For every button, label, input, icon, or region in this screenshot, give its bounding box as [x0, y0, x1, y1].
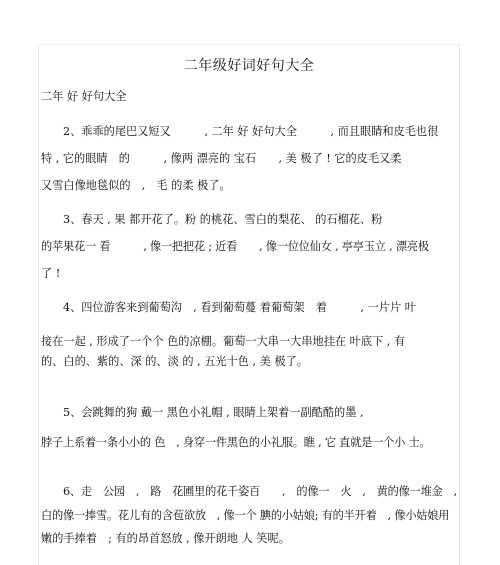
page-bottom-fade	[39, 557, 459, 565]
paragraph-4-line-1: 4、四位游客来到葡萄沟 , 看到葡萄蔓 着葡萄架 着 , 一片片 叶	[63, 301, 416, 314]
document-page	[38, 44, 460, 565]
paragraph-2-line-2: 特 , 它的眼睛 的 , 像两 漂亮的 宝石 , 美 极了 ! 它的皮毛又柔	[41, 152, 402, 165]
paragraph-3-line-1: 3、春天 , 果 都开花了。粉 的桃花、雪白的梨花、 的石榴花、粉	[63, 213, 383, 226]
paragraph-3-line-3: 了 !	[41, 267, 61, 280]
paragraph-6-line-1: 6、走 公园 , 路 花圃里的花千姿百 , 的像一 火 , 黄的像一堆金 ,	[63, 485, 457, 498]
paragraph-6-line-3: 嫩的手捧着 ; 有的昂首怒放 , 像开朗地 人 笑呢。	[41, 532, 290, 545]
document-subtitle: 二年 好 好句大全	[41, 90, 127, 103]
paragraph-5-line-1: 5、会跳舞的狗 戴一 黑色小礼帽 , 眼睛上架着一副酷酷的墨 ,	[63, 406, 364, 419]
paragraph-3-line-2: 的苹果花一 看 , 像一把把花 ; 近看 , 像一位位仙女 , 亭亭玉立 , 漂亮极	[41, 240, 429, 253]
paragraph-5-line-2: 脖子上系着一条小小的 色 , 身穿一件黑色的小礼服。瞧 , 它 直就是一个小 士。	[41, 436, 431, 449]
paragraph-4-line-3: 的、白的、紫的、深 的、淡 的 , 五光十色 , 美 极了。	[41, 355, 308, 368]
paragraph-6-line-2: 白的像一捧雪。花儿有的含苞欲放 , 像一个 腆的小姑娘; 有的半开着 , 像小姑娘用	[41, 509, 450, 522]
paragraph-4-line-2: 接在一起 , 形成了一个个 色的凉棚。葡萄一大串一大串地挂在 叶底下 , 有	[41, 335, 406, 348]
paragraph-2-line-3: 又雪白像地毯似的 , 毛 的柔 极了。	[41, 179, 231, 192]
document-title: 二年级好词好句大全	[183, 58, 315, 74]
paragraph-2-line-1: 2、乖乖的尾巴又短又 , 二年 好 好句大全 , 而且眼睛和皮毛也很	[63, 125, 439, 138]
